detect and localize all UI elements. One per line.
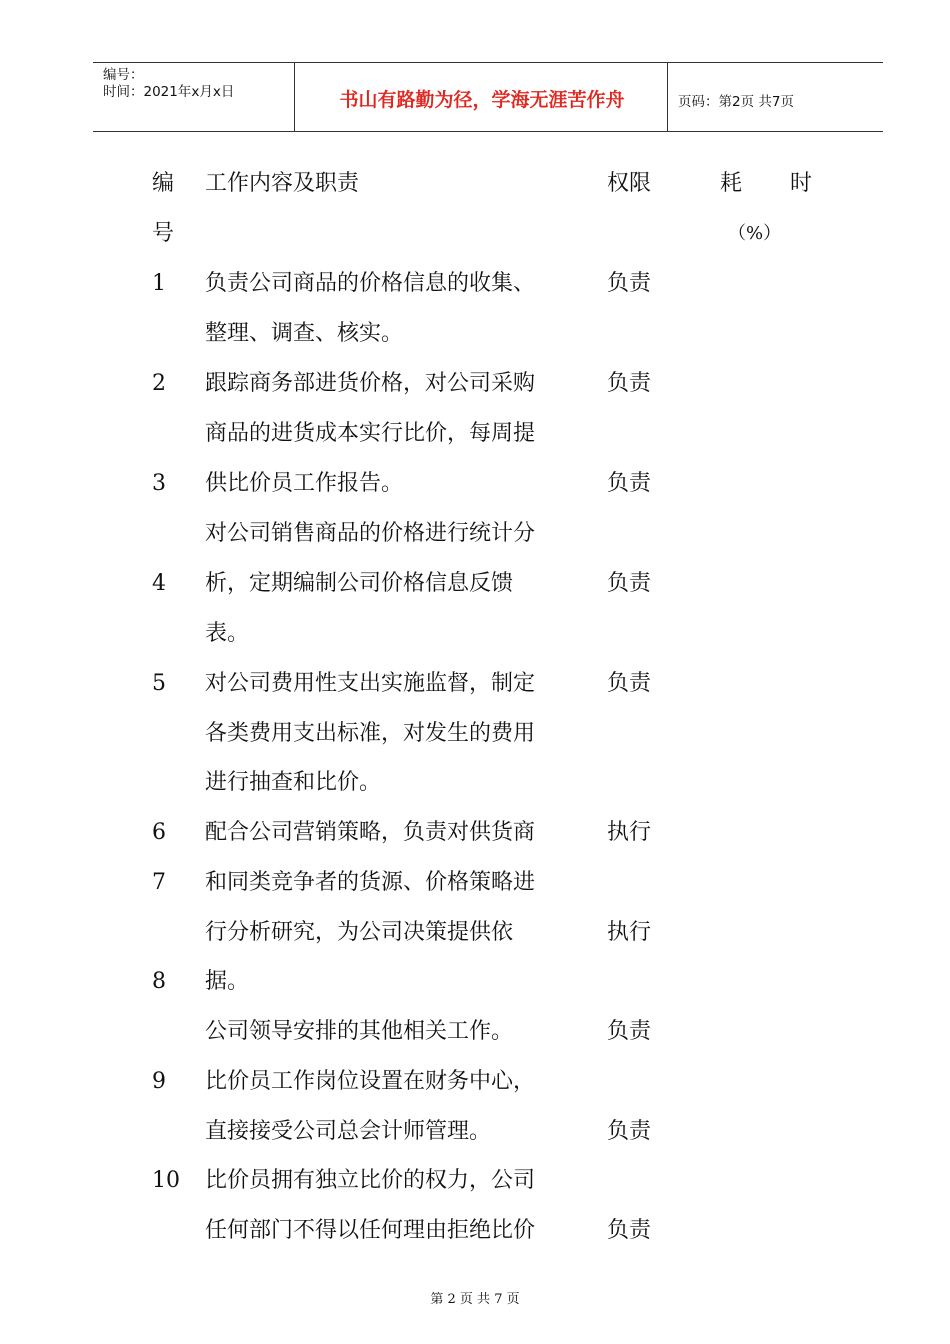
content-line: 对公司销售商品的价格进行统计分 <box>205 521 536 546</box>
content-line: 供比价员工作报告。 <box>205 471 404 496</box>
permission-cell: 负责 <box>607 471 652 496</box>
row-number: 1 <box>152 271 166 296</box>
permission-cell: 负责 <box>607 1218 652 1243</box>
content-line: 比价员拥有独立比价的权力，公司 <box>205 1168 536 1193</box>
content-line: 对公司费用性支出实施监督，制定 <box>205 671 536 696</box>
header-divider <box>667 63 668 131</box>
content-line: 跟踪商务部进货价格，对公司采购 <box>205 371 536 396</box>
content-line: 表。 <box>205 621 250 646</box>
header-motto: 书山有路勤为径，学海无涯苦作舟 <box>339 89 625 111</box>
content-line: 直接接受公司总会计师管理。 <box>205 1119 492 1144</box>
content-line: 负责公司商品的价格信息的收集、 <box>205 271 536 296</box>
row-number: 6 <box>152 820 166 845</box>
row-number: 3 <box>152 471 166 496</box>
content-line: 析，定期编制公司价格信息反馈 <box>205 571 514 596</box>
col-time-header: 时 <box>790 171 813 196</box>
row-number: 4 <box>152 571 166 596</box>
content-line: 据。 <box>205 969 250 994</box>
row-number: 5 <box>152 671 166 696</box>
col-no-header: 编 <box>152 171 175 196</box>
page-info: 页码：第2页 共7页 <box>678 94 794 110</box>
permission-cell: 负责 <box>607 371 652 396</box>
permission-cell: 负责 <box>607 271 652 296</box>
permission-cell: 执行 <box>607 820 652 845</box>
col-time-unit: （%） <box>728 223 782 244</box>
row-number: 8 <box>152 969 166 994</box>
permission-cell: 负责 <box>607 571 652 596</box>
col-content-header: 工作内容及职责 <box>205 171 360 196</box>
content-line: 配合公司营销策略，负责对供货商 <box>205 820 536 845</box>
col-no-header: 号 <box>152 221 175 246</box>
row-number: 2 <box>152 371 166 396</box>
page-header <box>93 62 883 132</box>
content-line: 商品的进货成本实行比价，每周提 <box>205 421 536 446</box>
content-line: 比价员工作岗位设置在财务中心， <box>205 1069 536 1094</box>
time-label: 时间：2021年x月x日 <box>103 84 235 100</box>
content-line: 公司领导安排的其他相关工作。 <box>205 1019 514 1044</box>
col-permission-header: 权限 <box>607 171 652 196</box>
col-time-header: 耗 <box>720 171 743 196</box>
content-line: 整理、调查、核实。 <box>205 321 404 346</box>
row-number: 10 <box>152 1168 180 1193</box>
content-line: 任何部门不得以任何理由拒绝比价 <box>205 1218 536 1243</box>
content-line: 各类费用支出标准，对发生的费用 <box>205 721 536 746</box>
permission-cell: 负责 <box>607 1119 652 1144</box>
content-line: 和同类竞争者的货源、价格策略进 <box>205 870 536 895</box>
header-meta <box>103 67 234 101</box>
page-footer: 第 2 页 共 7 页 <box>430 1292 520 1307</box>
permission-cell: 负责 <box>607 671 652 696</box>
permission-cell: 负责 <box>607 1019 652 1044</box>
permission-cell: 执行 <box>607 920 652 945</box>
number-label: 编号： <box>103 67 144 83</box>
row-number: 9 <box>152 1069 166 1094</box>
content-line: 行分析研究，为公司决策提供依 <box>205 920 514 945</box>
row-number: 7 <box>152 870 166 895</box>
content-line: 进行抽查和比价。 <box>205 770 382 795</box>
